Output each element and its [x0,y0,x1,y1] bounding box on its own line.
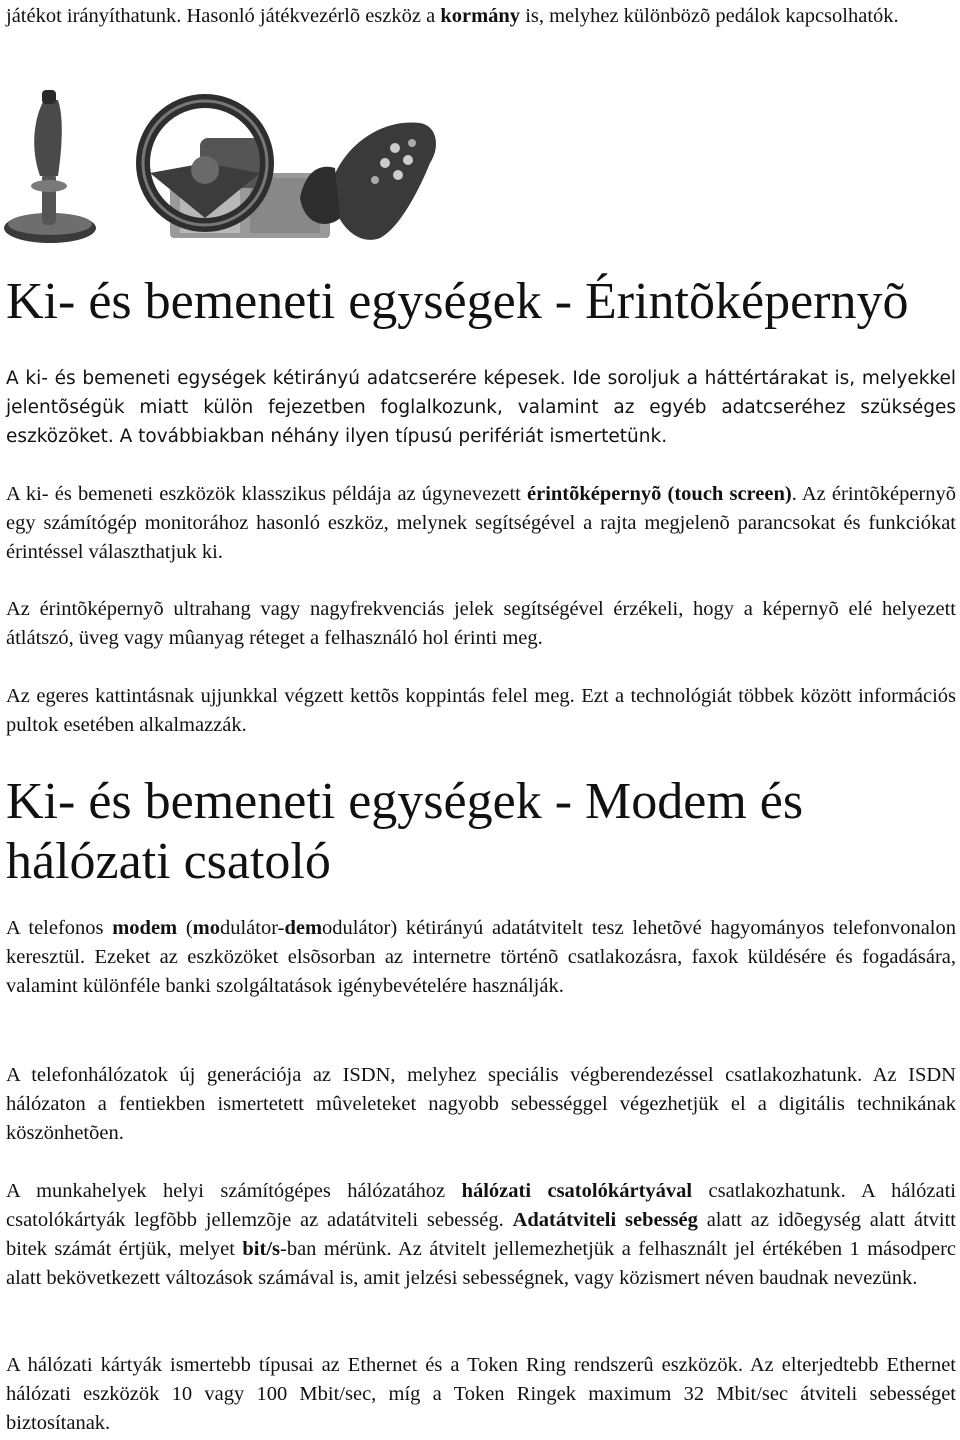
modem-paragraph-1: A telefonos modem (modulátor-demodulátor) kétirányú adatátvitelt tesz lehetõvé hagyományos telefonvonalon keresztül. Ezeket az eszközöket elsõsorban az internetre történõ csatlakozásra, faxok küldésére és fogadására, valamint különféle banki szolgáltatások igénybevételére használják. [6,917,956,997]
heading-modem-line-2: hálózati csatoló [6,833,331,890]
steering-wheel-icon [143,101,330,238]
joystick-icon [4,90,96,243]
touch-paragraph-1: A ki- és bemeneti egységek kétirányú adatcserére képesek. Ide soroljuk a háttértárakat is, melyekkel jelentõségük miatt külön fejezetben foglalkozunk, valamint az egyéb adatcseréhez szükséges eszközöket. A továbbiakban néhány ilyen típusú perifériát ismertetünk. [6,368,956,447]
touch-paragraph-2: A ki- és bemeneti eszközök klasszikus példája az úgynevezett érintõképernyõ (touch screen). Az érintõképernyõ egy számítógép monitorához hasonló eszköz, melynek segítségével a rajta megjelenõ parancsokat és funkciókat érintéssel választhatjuk ki. [6,483,957,563]
touch-paragraph-3: Az érintõképernyõ ultrahang vagy nagyfrekvenciás jelek segítségével érzékeli, hogy a képernyõ elé helyezett átlátszó, üveg vagy mûanyag réteget a felhasználó hol érinti meg. [6,598,956,649]
intro-paragraph: játékot irányíthatunk. Hasonló játékvezérlõ eszköz a kormány is, melyhez különbözõ pedálok kapcsolhatók. [6,5,899,27]
heading-touchscreen: Ki- és bemeneti egységek - Érintõképernyõ [6,273,909,330]
modem-paragraph-2: A telefonhálózatok új generációja az ISDN, melyhez speciális végberendezéssel csatlakozhatunk. Az ISDN hálózaton a fentiekben ismertetett mûveleteket nagyobb sebességgel végezhetjük el a digitális technikának köszönhetõen. [6,1064,956,1144]
touch-paragraph-4: Az egeres kattintásnak ujjunkkal végzett kettõs koppintás felel meg. Ezt a technológiát többek között információs pultok esetében alkalmazzák. [6,685,956,736]
heading-modem-line-1: Ki- és bemeneti egységek - Modem és [6,773,804,830]
modem-paragraph-3: A munkahelyek helyi számítógépes hálózatához hálózati csatolókártyával csatlakozhatunk. A hálózati csatolókártyák legfõbb jellemzõje az adatátviteli sebesség. Adatátviteli sebesség alatt az idõegység alatt átvitt bitek számát értjük, melyet bit/s-ban mérünk. Az átvitelt jellemezhetjük a felhasznált jel értékében 1 másodperc alatt bekövetkezett változások számával is, amit jelzési sebességnek, vagy közismert néven baudnak nevezünk. [6,1180,957,1289]
game-controllers-image [0,78,440,248]
modem-paragraph-4: A hálózati kártyák ismertebb típusai az Ethernet és a Token Ring rendszerû eszközök. Az elterjedtebb Ethernet hálózati eszközök 10 vagy 100 Mbit/sec, míg a Token Ringek maximum 32 Mbit/sec átviteli sebességet biztosítanak. [6,1354,956,1434]
gamepad-icon [300,122,436,239]
